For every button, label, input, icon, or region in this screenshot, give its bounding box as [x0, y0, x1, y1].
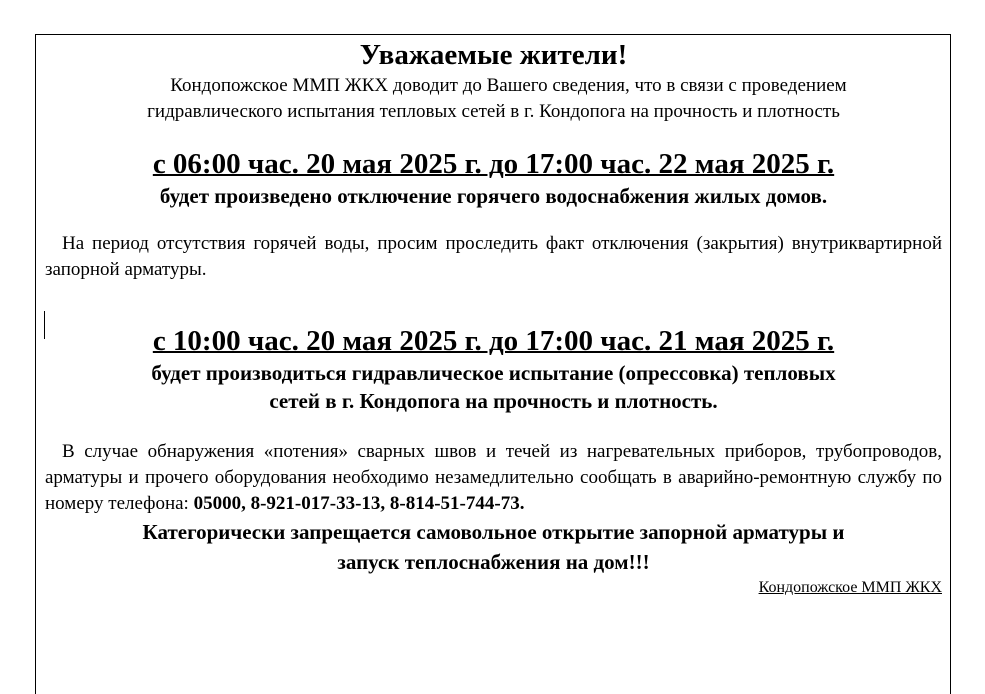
leak-paragraph-text: В случае обнаружения «потения» сварных швов и течей из нагревательных приборов, трубопроводов, арматуры и прочего оборудования необходимо незамедлительно сообщать в аварийно-ремонтную службу по номеру телефона: — [45, 441, 942, 514]
warning-text — [45, 517, 942, 577]
pressure-test-line-1: будет производиться гидравлическое испытание (опрессовка) тепловых — [151, 361, 836, 385]
hot-water-period: с 06:00 час. 20 мая 2025 г. до 17:00 час. 22 мая 2025 г. — [152, 148, 835, 180]
notice-content — [45, 35, 942, 599]
hot-water-shutdown-text: будет произведено отключение горячего водоснабжения жилых домов. — [159, 184, 828, 208]
signature: Кондопожское ММП ЖКХ — [758, 579, 942, 596]
pressure-test-period: с 10:00 час. 20 мая 2025 г. до 17:00 час. 21 мая 2025 г. — [152, 325, 835, 357]
warning-line-2: запуск теплоснабжения на дом!!! — [337, 550, 650, 574]
notice-page — [35, 34, 951, 694]
pressure-test-text — [45, 359, 942, 415]
notice-title: Уважаемые жители! — [359, 39, 628, 71]
intro-line-1: Кондопожское ММП ЖКХ доводит до Вашего сведения, что в связи с проведением — [170, 75, 847, 96]
leak-paragraph — [45, 439, 942, 517]
intro-line-2: гидравлического испытания тепловых сетей в г. Кондопога на прочность и плотность — [147, 101, 840, 122]
warning-line-1: Категорически запрещается самовольное открытие запорной арматуры и — [142, 520, 845, 544]
emergency-phone-numbers: 05000, 8-921-017-33-13, 8-814-51-744-73. — [193, 493, 525, 514]
text-cursor — [44, 311, 45, 339]
absence-paragraph: На период отсутствия горячей воды, просим проследить факт отключения (закрытия) внутриквартирной запорной арматуры. — [45, 233, 942, 280]
intro-paragraph — [45, 73, 942, 125]
pressure-test-line-2: сетей в г. Кондопога на прочность и плотность. — [269, 389, 718, 413]
